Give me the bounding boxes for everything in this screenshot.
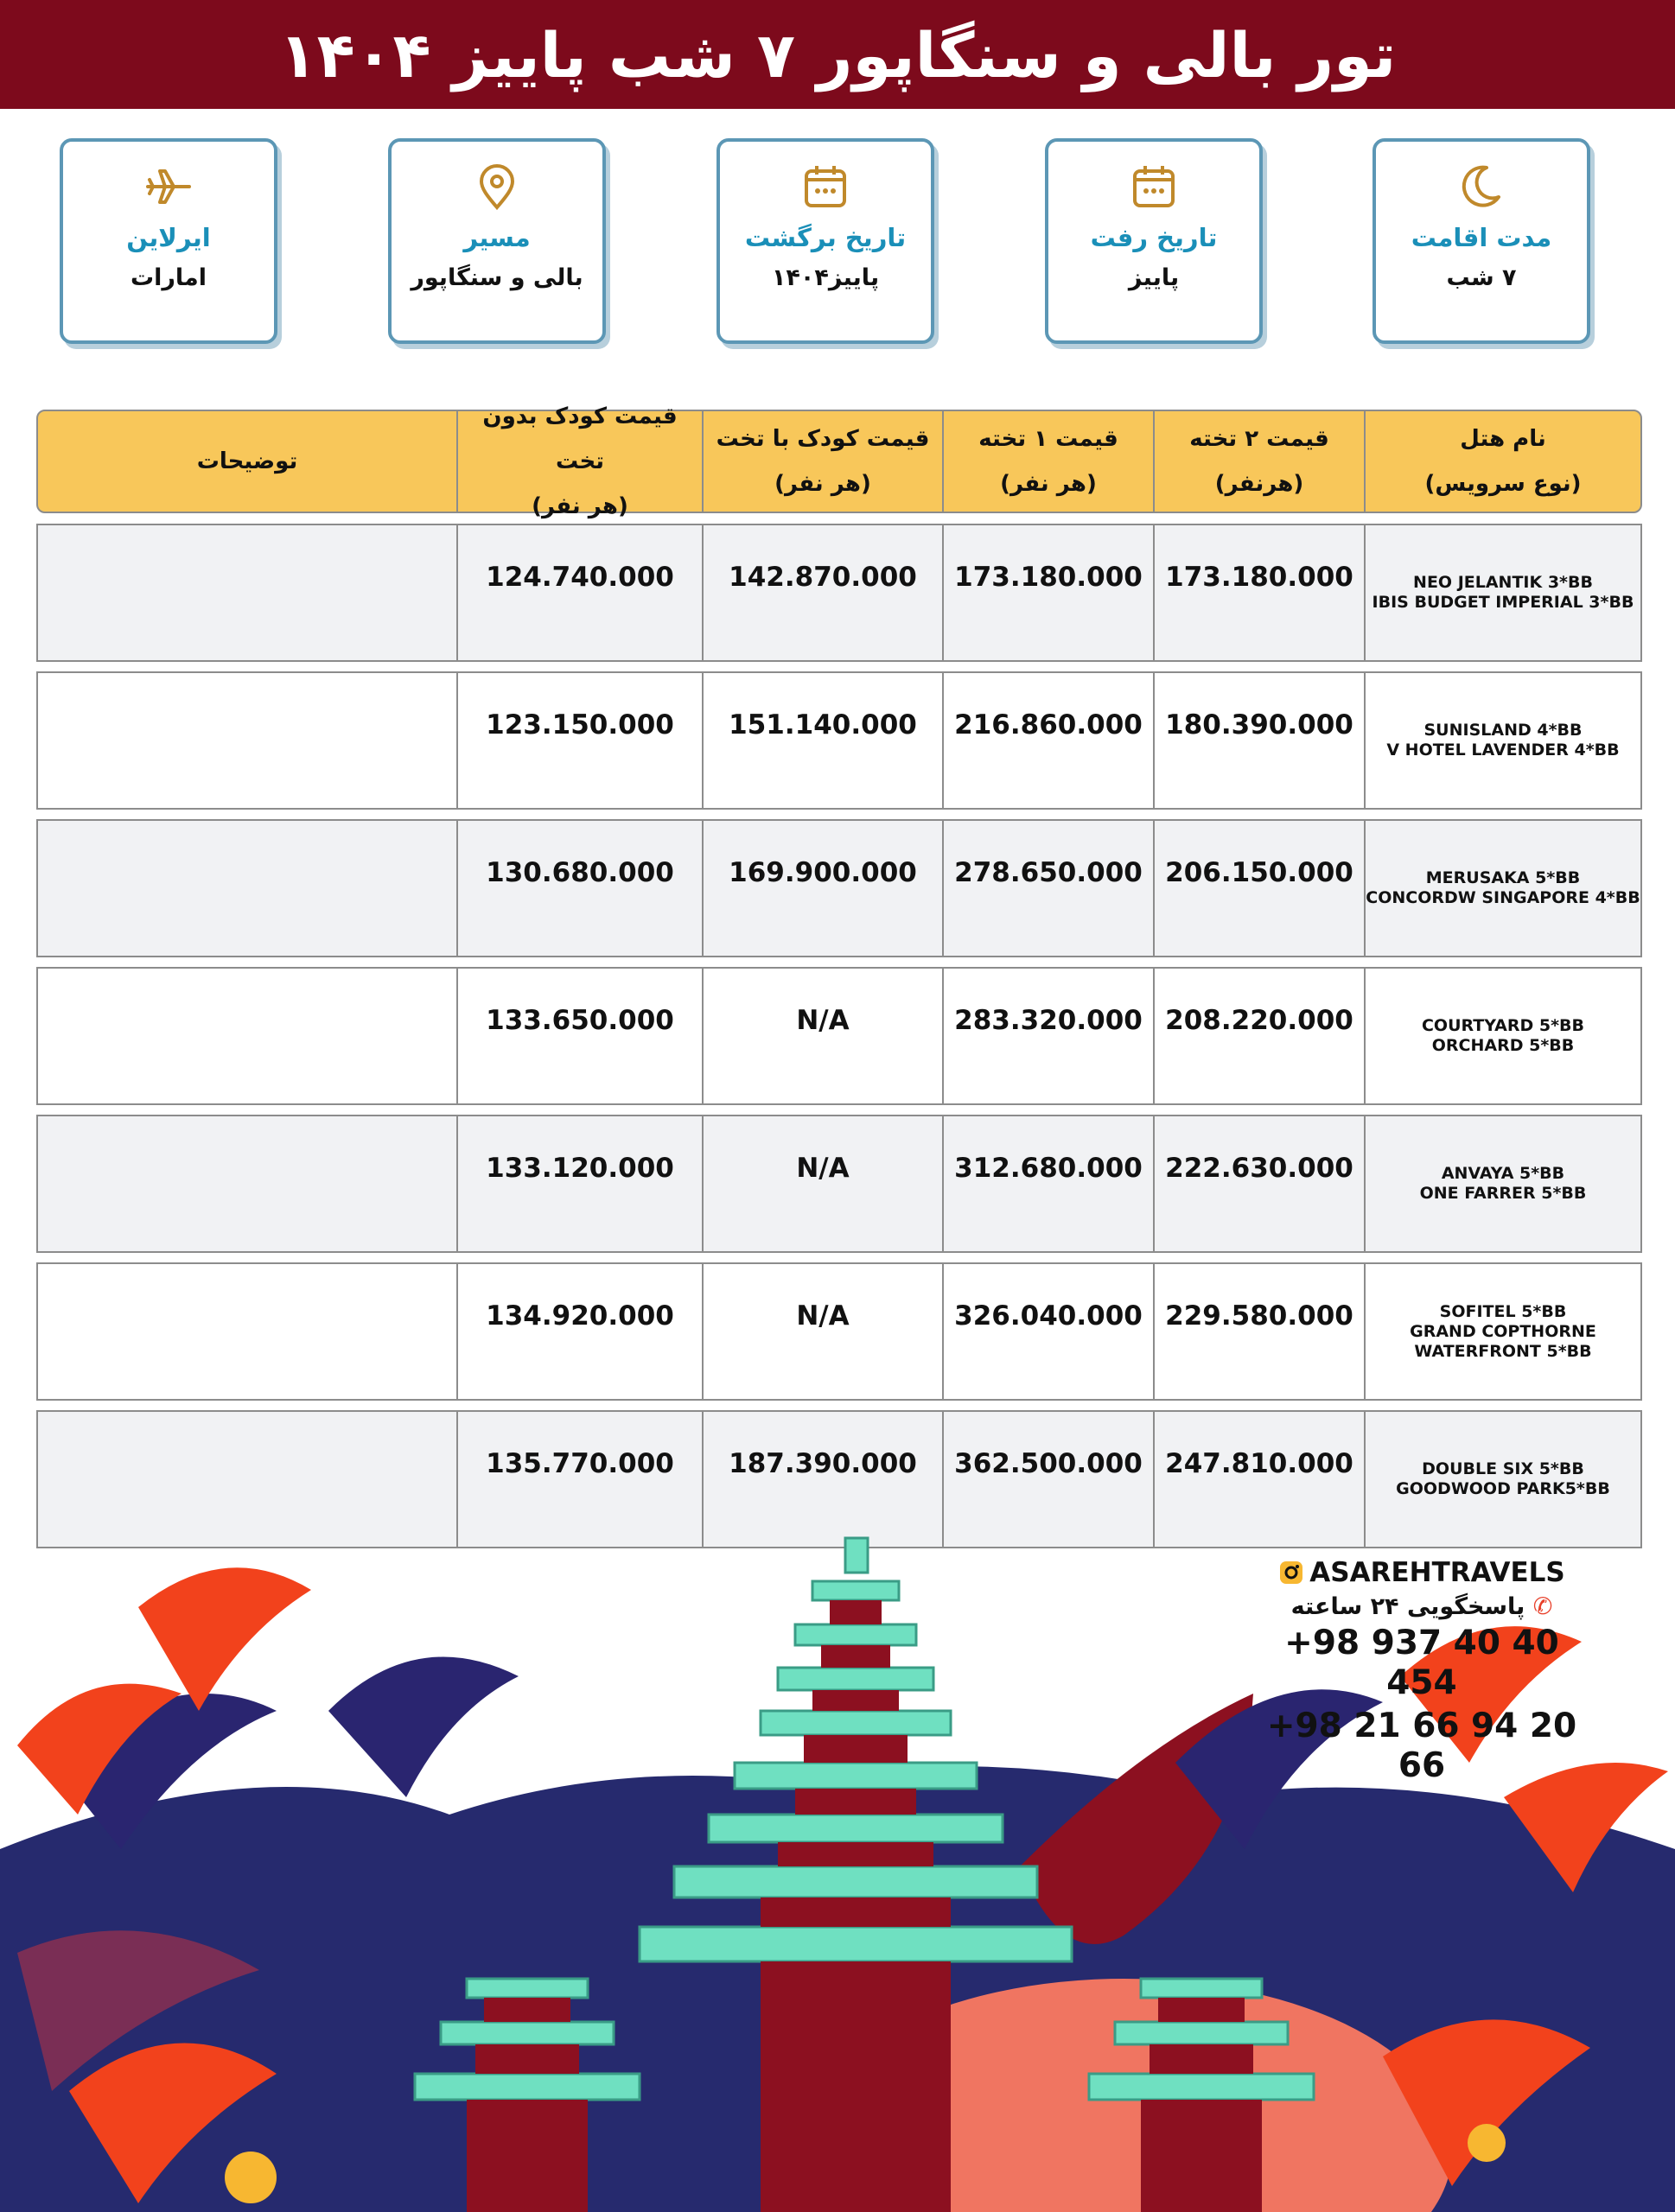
header-child-nobed-price: قیمت کودک بدون تخت (هر نفر) xyxy=(456,411,702,512)
cell-single-price: 283.320.000 xyxy=(942,969,1153,1103)
instagram-icon xyxy=(1278,1560,1304,1586)
hotel-name-line: ONE FARRER 5*BB xyxy=(1419,1184,1587,1203)
cell-child-nobed-price: 130.680.000 xyxy=(456,821,702,956)
card-title: تاریخ رفت xyxy=(1090,223,1218,252)
airplane-icon xyxy=(143,161,194,213)
table-row xyxy=(36,1262,1642,1401)
cell-single-price: 278.650.000 xyxy=(942,821,1153,956)
hotel-name-line: ORCHARD 5*BB xyxy=(1431,1036,1575,1055)
card-value: پاییز۱۴۰۴ xyxy=(771,264,880,291)
calendar-icon xyxy=(1128,161,1180,213)
cell-child-nobed-price: 133.650.000 xyxy=(456,969,702,1103)
cell-notes xyxy=(38,673,456,808)
hotel-name-line: SOFITEL 5*BB xyxy=(1439,1301,1567,1321)
moon-icon xyxy=(1455,161,1507,213)
card-title: مسیر xyxy=(463,223,531,252)
card-title: مدت اقامت xyxy=(1411,223,1552,252)
cell-double-price: 208.220.000 xyxy=(1153,969,1364,1103)
header-double-price: قیمت ۲ تخته (هرنفر) xyxy=(1153,411,1364,512)
phone-number-1[interactable]: +98 937 40 40 454 xyxy=(1284,1624,1559,1702)
card-stay-duration xyxy=(1372,138,1590,344)
hotel-name-line: ANVAYA 5*BB xyxy=(1441,1164,1565,1183)
cell-hotel xyxy=(1364,525,1640,660)
hotel-name-line: SUNISLAND 4*BB xyxy=(1423,721,1583,740)
phone-number-2[interactable]: +98 21 66 94 20 66 xyxy=(1266,1707,1577,1785)
support-line xyxy=(1262,1593,1582,1620)
cell-notes xyxy=(38,1264,456,1399)
calendar-icon xyxy=(799,161,851,213)
phone-icon: ✆ xyxy=(1532,1593,1553,1620)
cell-child-nobed-price: 133.120.000 xyxy=(456,1116,702,1251)
cell-double-price: 229.580.000 xyxy=(1153,1264,1364,1399)
cell-notes xyxy=(38,525,456,660)
cell-child-bed-price: 142.870.000 xyxy=(702,525,942,660)
cell-child-nobed-price: 123.150.000 xyxy=(456,673,702,808)
hotel-name-line: NEO JELANTIK 3*BB xyxy=(1413,573,1593,592)
hotel-name-line: DOUBLE SIX 5*BB xyxy=(1422,1459,1584,1478)
card-value: بالی و سنگاپور xyxy=(411,264,583,291)
cell-notes xyxy=(38,1116,456,1251)
cell-child-bed-price: 187.390.000 xyxy=(702,1412,942,1547)
cell-single-price: 362.500.000 xyxy=(942,1412,1153,1547)
hotel-name-line: MERUSAKA 5*BB xyxy=(1425,868,1581,887)
cell-child-bed-price: N/A xyxy=(702,1264,942,1399)
table-row xyxy=(36,819,1642,957)
cell-single-price: 326.040.000 xyxy=(942,1264,1153,1399)
hotel-name-line: WATERFRONT 5*BB xyxy=(1414,1341,1592,1361)
card-value: امارات xyxy=(130,264,207,291)
cell-notes xyxy=(38,821,456,956)
cell-double-price: 180.390.000 xyxy=(1153,673,1364,808)
card-title: تاریخ برگشت xyxy=(744,223,907,252)
card-departure-date xyxy=(1045,138,1263,344)
cell-double-price: 222.630.000 xyxy=(1153,1116,1364,1251)
cell-single-price: 312.680.000 xyxy=(942,1116,1153,1251)
cell-hotel xyxy=(1364,821,1640,956)
header-single-price: قیمت ۱ تخته (هر نفر) xyxy=(942,411,1153,512)
info-cards xyxy=(0,138,1675,350)
contact-block xyxy=(1262,1557,1582,1786)
header-hotel: نام هتل (نوع سرویس) xyxy=(1364,411,1640,512)
page-title: تور بالی و سنگاپور ۷ شب پاییز ۱۴۰۴ xyxy=(278,19,1397,92)
cell-notes xyxy=(38,969,456,1103)
cell-double-price: 247.810.000 xyxy=(1153,1412,1364,1547)
hotel-name-line: GOODWOOD PARK5*BB xyxy=(1396,1479,1610,1498)
card-title: ایرلاین xyxy=(126,223,211,252)
card-route xyxy=(388,138,606,344)
card-value: ۷ شب xyxy=(1446,264,1517,291)
hotel-name-line: GRAND COPTHORNE xyxy=(1410,1321,1596,1341)
cell-child-bed-price: 151.140.000 xyxy=(702,673,942,808)
card-airline xyxy=(60,138,277,344)
cell-double-price: 206.150.000 xyxy=(1153,821,1364,956)
table-header xyxy=(36,404,1642,519)
cell-child-nobed-price: 134.920.000 xyxy=(456,1264,702,1399)
header-child-bed-price: قیمت کودک با تخت (هر نفر) xyxy=(702,411,942,512)
cell-hotel xyxy=(1364,1116,1640,1251)
instagram-handle[interactable] xyxy=(1262,1557,1582,1588)
hotel-name-line: COURTYARD 5*BB xyxy=(1421,1016,1585,1035)
cell-hotel xyxy=(1364,1264,1640,1399)
instagram-label: ASAREHTRAVELS xyxy=(1309,1557,1565,1588)
title-banner xyxy=(0,0,1675,109)
cell-double-price: 173.180.000 xyxy=(1153,525,1364,660)
cell-child-bed-price: N/A xyxy=(702,1116,942,1251)
hotel-name-line: CONCORDW SINGAPORE 4*BB xyxy=(1366,888,1640,907)
cell-child-nobed-price: 135.770.000 xyxy=(456,1412,702,1547)
card-value: پاییز xyxy=(1128,264,1180,291)
cell-hotel xyxy=(1364,673,1640,808)
cell-hotel xyxy=(1364,969,1640,1103)
cell-child-nobed-price: 124.740.000 xyxy=(456,525,702,660)
table-row xyxy=(36,967,1642,1105)
cell-single-price: 216.860.000 xyxy=(942,673,1153,808)
table-row xyxy=(36,524,1642,662)
support-label: پاسخگویی ۲۴ ساعته xyxy=(1290,1593,1525,1620)
location-pin-icon xyxy=(471,161,523,213)
header-notes: توضیحات xyxy=(196,448,298,474)
cell-child-bed-price: 169.900.000 xyxy=(702,821,942,956)
table-row xyxy=(36,1115,1642,1253)
cell-child-bed-price: N/A xyxy=(702,969,942,1103)
hotel-name-line: IBIS BUDGET IMPERIAL 3*BB xyxy=(1372,593,1634,612)
table-row xyxy=(36,671,1642,810)
hotel-name-line: V HOTEL LAVENDER 4*BB xyxy=(1386,741,1620,760)
card-return-date xyxy=(716,138,934,344)
cell-single-price: 173.180.000 xyxy=(942,525,1153,660)
